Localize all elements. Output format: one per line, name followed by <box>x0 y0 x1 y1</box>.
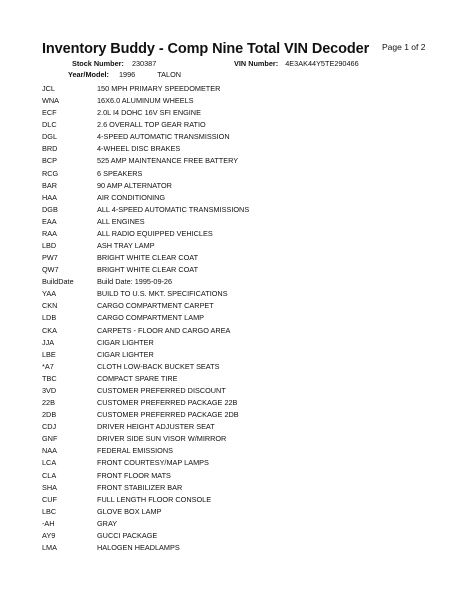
list-item <box>42 542 442 554</box>
option-code: CLA <box>42 470 57 480</box>
option-description: ALL RADIO EQUIPPED VEHICLES <box>97 228 213 238</box>
list-item <box>42 457 442 469</box>
option-description: FRONT STABILIZER BAR <box>97 482 183 492</box>
list-item <box>42 506 442 518</box>
list-item <box>42 349 442 361</box>
option-description: AIR CONDITIONING <box>97 192 166 202</box>
list-item <box>42 325 442 337</box>
option-code: WNA <box>42 96 60 106</box>
option-code: BCP <box>42 156 58 166</box>
option-description: GRAY <box>97 518 118 528</box>
vin-number-label: VIN Number: <box>234 59 279 68</box>
option-description: 150 MPH PRIMARY SPEEDOMETER <box>97 84 221 93</box>
year-model-row <box>68 70 181 79</box>
option-description: CARGO COMPARTMENT LAMP <box>97 313 205 323</box>
option-description: ALL ENGINES <box>97 216 145 226</box>
stock-number-value: 230387 <box>131 59 157 68</box>
option-description: CUSTOMER PREFERRED DISCOUNT <box>97 385 226 395</box>
list-item <box>42 83 442 95</box>
option-code: JCL <box>42 84 55 93</box>
option-code: LCA <box>42 458 57 468</box>
option-code: -AH <box>42 518 55 528</box>
list-item <box>42 421 442 433</box>
option-code: *A7 <box>42 361 54 371</box>
stock-number-row <box>72 59 156 68</box>
list-item <box>42 107 442 119</box>
list-item <box>42 155 442 167</box>
list-item <box>42 276 442 288</box>
list-item <box>42 385 442 397</box>
list-item <box>42 192 442 204</box>
option-description: BRIGHT WHITE CLEAR COAT <box>97 253 199 263</box>
list-item <box>42 530 442 542</box>
option-code: 2DB <box>42 410 57 420</box>
option-code: AY9 <box>42 530 56 540</box>
option-code: JJA <box>42 337 55 347</box>
option-code: SHA <box>42 482 58 492</box>
option-description: 4-WHEEL DISC BRAKES <box>97 144 181 154</box>
list-item <box>42 119 442 131</box>
option-description: CIGAR LIGHTER <box>97 337 154 347</box>
option-code: NAA <box>42 446 58 456</box>
option-code: DGB <box>42 204 58 214</box>
option-code-list <box>42 83 442 554</box>
option-description: COMPACT SPARE TIRE <box>97 373 178 383</box>
option-description: 4-SPEED AUTOMATIC TRANSMISSION <box>97 132 230 142</box>
option-code: TBC <box>42 373 57 383</box>
option-code: 3VD <box>42 385 57 395</box>
option-code: BuildDate <box>42 277 74 287</box>
option-code: EAA <box>42 216 57 226</box>
list-item <box>42 143 442 155</box>
list-item <box>42 288 442 300</box>
option-description: CARGO COMPARTMENT CARPET <box>97 301 214 311</box>
option-code: GNF <box>42 434 58 444</box>
option-code: CDJ <box>42 422 57 432</box>
option-code: HAA <box>42 192 58 202</box>
list-item <box>42 300 442 312</box>
option-code: ECF <box>42 108 57 118</box>
option-description: FRONT COURTESY/MAP LAMPS <box>97 458 209 468</box>
list-item <box>42 216 442 228</box>
option-description: GLOVE BOX LAMP <box>97 506 162 516</box>
option-description: BUILD TO U.S. MKT. SPECIFICATIONS <box>97 289 228 299</box>
option-code: LMA <box>42 542 58 552</box>
option-description: 6 SPEAKERS <box>97 168 143 178</box>
list-item <box>42 445 442 457</box>
list-item <box>42 482 442 494</box>
option-description: FEDERAL EMISSIONS <box>97 446 173 456</box>
list-item <box>42 409 442 421</box>
option-code: QW7 <box>42 265 59 275</box>
list-item <box>42 228 442 240</box>
page-number: Page 1 of 2 <box>382 42 426 52</box>
option-description: 525 AMP MAINTENANCE FREE BATTERY <box>97 156 239 166</box>
option-code: PW7 <box>42 253 58 263</box>
option-code: RCG <box>42 168 59 178</box>
year-model-label: Year/Model: <box>68 70 109 79</box>
list-item <box>42 252 442 264</box>
document-title: Inventory Buddy - Comp Nine Total VIN Decoder <box>42 41 370 57</box>
option-code: LBE <box>42 349 56 359</box>
option-code: 22B <box>42 398 55 408</box>
list-item <box>42 361 442 373</box>
list-item <box>42 168 442 180</box>
option-description: CLOTH LOW-BACK BUCKET SEATS <box>97 361 220 371</box>
model-value: TALON <box>157 70 182 79</box>
list-item <box>42 397 442 409</box>
option-description: DRIVER SIDE SUN VISOR W/MIRROR <box>97 434 227 444</box>
list-item <box>42 204 442 216</box>
option-description: 2.0L I4 DOHC 16V SFI ENGINE <box>97 108 201 118</box>
vin-number-row <box>234 59 359 68</box>
option-code: CKA <box>42 325 58 335</box>
option-code: DLC <box>42 120 57 130</box>
option-description: DRIVER HEIGHT ADJUSTER SEAT <box>97 422 215 432</box>
vin-number-value: 4E3AK44Y5TE290466 <box>285 59 359 68</box>
option-description: 16X6.0 ALUMINUM WHEELS <box>97 96 194 106</box>
option-code: LBC <box>42 506 57 516</box>
option-code: LDB <box>42 313 57 323</box>
list-item <box>42 494 442 506</box>
stock-number-label: Stock Number: <box>72 59 124 68</box>
list-item <box>42 470 442 482</box>
list-item <box>42 337 442 349</box>
list-item <box>42 312 442 324</box>
option-code: CUF <box>42 494 57 504</box>
option-code: BRD <box>42 144 58 154</box>
option-code: BAR <box>42 180 58 190</box>
option-code: CKN <box>42 301 58 311</box>
option-code: YAA <box>42 289 57 299</box>
list-item <box>42 180 442 192</box>
option-description: GUCCI PACKAGE <box>97 530 158 540</box>
option-description: CIGAR LIGHTER <box>97 349 154 359</box>
list-item <box>42 95 442 107</box>
option-description: 90 AMP ALTERNATOR <box>97 180 172 190</box>
option-description: HALOGEN HEADLAMPS <box>97 542 180 552</box>
list-item <box>42 264 442 276</box>
list-item <box>42 240 442 252</box>
option-description: ALL 4-SPEED AUTOMATIC TRANSMISSIONS <box>97 204 250 214</box>
option-description: FRONT FLOOR MATS <box>97 470 171 480</box>
list-item <box>42 433 442 445</box>
list-item <box>42 518 442 530</box>
option-description: CARPETS - FLOOR AND CARGO AREA <box>97 325 231 335</box>
year-value: 1996 <box>119 70 136 79</box>
option-description: 2.6 OVERALL TOP GEAR RATIO <box>97 120 206 130</box>
list-item <box>42 373 442 385</box>
option-description: FULL LENGTH FLOOR CONSOLE <box>97 494 212 504</box>
option-description: ASH TRAY LAMP <box>97 241 155 251</box>
option-description: CUSTOMER PREFERRED PACKAGE 22B <box>97 398 238 408</box>
option-description: CUSTOMER PREFERRED PACKAGE 2DB <box>97 410 239 420</box>
option-code: LBD <box>42 241 57 251</box>
option-description: Build Date: 1995-09-26 <box>97 277 173 287</box>
list-item <box>42 131 442 143</box>
option-code: RAA <box>42 228 58 238</box>
option-description: BRIGHT WHITE CLEAR COAT <box>97 265 199 275</box>
option-code: DGL <box>42 132 58 142</box>
